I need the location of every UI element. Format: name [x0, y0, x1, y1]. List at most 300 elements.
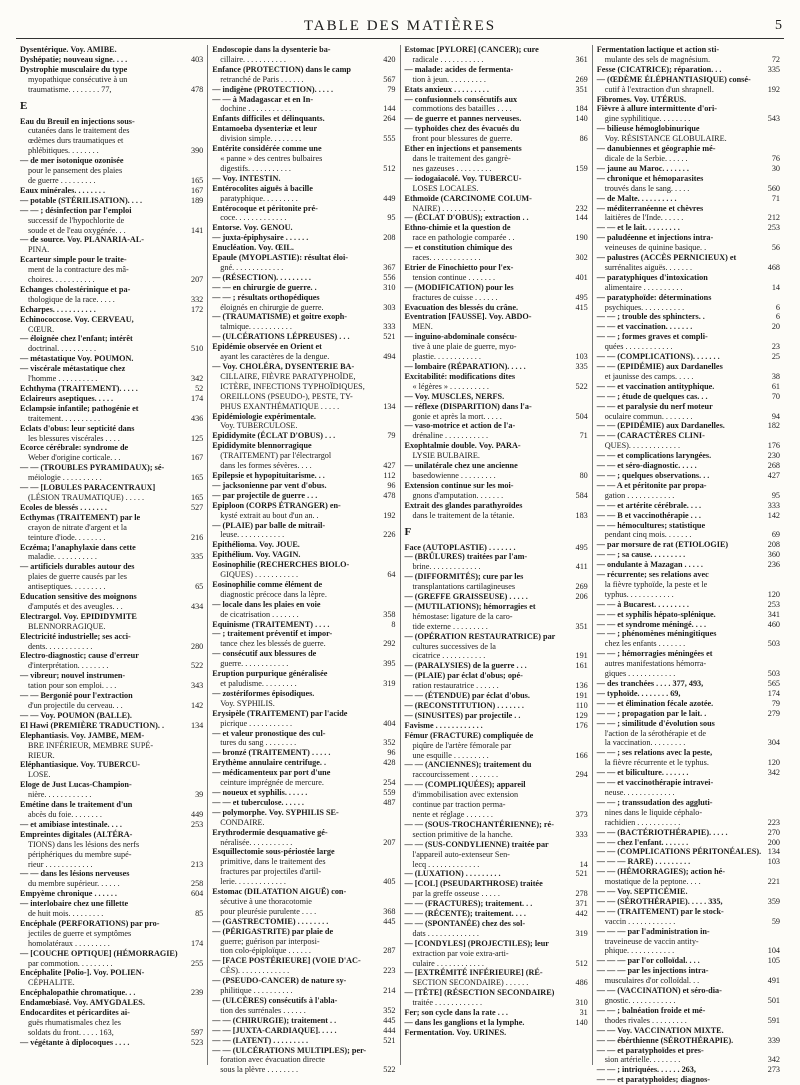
entry-text: piqûre de l'artère fémorale par: [412, 740, 512, 750]
index-entry: [212, 768, 395, 778]
index-entry: [597, 966, 780, 976]
index-entry: [212, 332, 395, 342]
index-entry: [212, 154, 395, 164]
entry-text: — typhoïde. . . . . . . . 69,: [596, 688, 681, 698]
entry-page-number: 253: [190, 819, 204, 829]
entry-text: — — ; propagation par le lait. .: [596, 708, 707, 718]
entry-page-number: 521: [383, 1035, 396, 1045]
index-entry: [212, 689, 395, 699]
index-entry: [212, 738, 395, 748]
index-entry: [212, 451, 395, 461]
entry-text: antiseptiques. . . . . . . . .: [28, 582, 106, 592]
entry-text: Ether en injections et pansements: [404, 144, 522, 154]
entry-text: — par morsure de rat (ETIOLOGIE): [596, 540, 729, 550]
entry-text: — — ; similitude d'évolution sous: [596, 718, 715, 728]
entry-text: Epiploon (CORPS ÉTRANGER) en-: [212, 500, 341, 510]
entry-text: autres manifestations hémorra-: [604, 659, 707, 669]
entry-text: — [TÊTE] (RÉSECTION SECONDAIRE): [404, 988, 555, 998]
entry-text: fractures par projectiles d'artil-: [220, 867, 322, 877]
entry-text: — (DIFFORMITÉS); cure par les: [404, 572, 524, 582]
entry-text: (LÉSION TRAUMATIQUE) . . . . .: [28, 492, 145, 502]
index-entry: [212, 1055, 395, 1065]
entry-text: — — ; transsudation des aggluti-: [596, 797, 713, 807]
entry-text: diagnostic précoce dans la lèpre.: [220, 589, 327, 599]
entry-page-number: 522: [575, 381, 588, 391]
entry-page-number: 555: [383, 134, 396, 144]
index-entry: [597, 491, 780, 501]
entry-text: Fesse (CICATRICE); réparation. . .: [596, 64, 722, 74]
entry-text: hémostase: ligature de la caro-: [412, 611, 513, 621]
entry-text: Eosinophilie comme élément de: [212, 579, 323, 589]
index-entry: [405, 471, 588, 481]
entry-text: front pour blessures de guerre.: [412, 134, 513, 144]
index-entry: [405, 124, 588, 134]
index-entry: [212, 273, 395, 283]
entry-page-number: 208: [767, 540, 780, 550]
entry-text: giques . . . . . . . . . . . .: [604, 669, 676, 679]
index-entry: [20, 820, 203, 830]
index-entry: [405, 104, 588, 114]
entry-text: — de source. Voy. PLANARIA-AL-: [20, 235, 145, 245]
entry-text: rieur . . . . . . . . . . . .: [28, 859, 93, 869]
index-entry: [212, 669, 395, 679]
entry-page-number: 69: [771, 530, 780, 540]
index-entry: [20, 543, 203, 553]
entry-text: sous la plèvre . . . . . . . .: [220, 1065, 299, 1075]
entry-text: Ecarteur simple pour le traite-: [20, 255, 127, 265]
entry-text: tures du sang . . . . . . . .: [220, 738, 297, 748]
entry-text: gnostic. . . . . . . . . . . .: [604, 996, 676, 1005]
index-entry: [212, 699, 395, 709]
entry-text: Ethmoïde (CARCINOME COLUM-: [404, 193, 532, 203]
index-entry: [212, 729, 395, 739]
index-entry: [212, 600, 395, 610]
index-entry: [597, 580, 780, 590]
entry-text: — Voy. MUSCLES, NERFS.: [404, 391, 505, 401]
entry-text: musculaires d'or colloïdal. . .: [604, 976, 700, 986]
entry-page-number: 52: [195, 384, 204, 393]
entry-text: dats . . . . . . . . . . . . .: [412, 928, 479, 938]
index-entry: [20, 632, 203, 642]
entry-page-number: 361: [575, 54, 588, 64]
entry-text: drénaline . . . . . . . . . . .: [412, 431, 488, 441]
index-entry: [20, 513, 203, 523]
entry-page-number: 273: [767, 1065, 780, 1075]
entry-text: culaire . . . . . . . . . . . .: [412, 958, 484, 968]
index-entry: [597, 194, 780, 204]
index-entry: [597, 253, 780, 263]
entry-page-number: 333: [575, 829, 588, 839]
index-entry: [212, 263, 395, 273]
index-entry: [20, 325, 203, 335]
entry-text: gné. . . . . . . . . . . . .: [220, 262, 284, 272]
entry-text: Fibromes. Voy. UTÉRUS.: [596, 94, 686, 104]
index-entry: [20, 751, 203, 761]
entry-page-number: 486: [575, 978, 588, 988]
entry-page-number: 207: [383, 837, 396, 847]
entry-text: Epidémiologie expérimentale.: [212, 411, 316, 421]
index-entry: [405, 213, 588, 223]
entry-page-number: 144: [575, 213, 588, 223]
entry-page-number: 527: [190, 502, 204, 512]
index-entry: [20, 285, 203, 295]
entry-text: — jacksonienne par vent d'obus.: [212, 480, 327, 490]
entry-text: — métastatique Voy. POUMON.: [20, 354, 134, 364]
entry-page-number: 343: [190, 681, 204, 691]
entry-text: tension continue . . . . . . .: [412, 272, 496, 282]
index-entry: [597, 669, 780, 679]
index-entry: [597, 55, 780, 65]
index-entry: [212, 986, 395, 996]
entry-text: Entérite considérée comme une: [212, 144, 322, 154]
entry-text: — (RECONSTITUTION) . . . . . . .: [404, 701, 524, 710]
entry-text: — végétante à diplocoques . . . .: [20, 1037, 130, 1047]
index-column-2: [207, 45, 399, 1075]
index-entry: [597, 788, 780, 798]
entry-text: Endoscopie dans la dysenterie ba-: [212, 45, 331, 54]
index-entry: [212, 114, 395, 124]
entry-text: Epidémie observée en Orient et: [212, 342, 322, 352]
entry-text: myopathique consécutive à un: [28, 74, 128, 84]
index-column-3: [400, 45, 592, 1065]
entry-text: traumatisme. . . . . . . . 77,: [28, 84, 112, 94]
index-entry: [20, 45, 203, 55]
index-entry: [597, 303, 780, 313]
entry-page-number: 503: [767, 639, 780, 649]
index-entry: [212, 352, 395, 362]
entry-text: races. . . . . . . . . . . . .: [412, 253, 481, 263]
entry-text: trouvés dans le sang. . . . .: [604, 183, 690, 193]
index-entry: [212, 808, 395, 818]
entry-page-number: 190: [575, 233, 588, 243]
index-entry: [20, 661, 203, 671]
index-entry: [212, 283, 395, 293]
entry-text: — — (COMPLICATIONS PÉRITONÉALES).: [596, 847, 762, 857]
index-column-4: [592, 45, 784, 1085]
entry-text: — (PÉRIGASTRITE) par plaie de: [212, 926, 334, 936]
entry-page-number: 134: [383, 401, 396, 411]
entry-text: tide externe . . . . . . . . .: [412, 621, 488, 631]
index-entry: [405, 642, 588, 652]
entry-page-number: 487: [383, 797, 396, 807]
index-entry: [212, 204, 395, 214]
entry-page-number: 302: [575, 253, 588, 263]
entry-text: — — (SOUS-TROCHANTÉRIENNE); ré-: [404, 819, 554, 829]
entry-page-number: 292: [383, 639, 396, 649]
index-entry: [212, 233, 395, 243]
index-entry: [20, 1028, 203, 1038]
entry-text: — — ; quelques observations. . .: [596, 470, 710, 480]
index-entry: [20, 166, 203, 176]
entry-page-number: 254: [383, 778, 396, 788]
entry-text: Encéphalite [Polio-]. Voy. POLIEN-: [20, 968, 145, 978]
entry-text: — (BRÛLURES) traitées par l'am-: [404, 552, 528, 562]
entry-text: — — (COMPLICATIONS). . . . . . .: [596, 352, 720, 362]
entry-text: Epithélioma. Voy. JOUE.: [212, 540, 300, 550]
index-entry: [212, 213, 395, 223]
entry-page-number: 94: [771, 411, 780, 421]
index-entry: [405, 412, 588, 422]
entry-page-number: 415: [575, 302, 588, 312]
entry-text: — — et tuberculose. . . . . .: [212, 797, 304, 807]
index-entry: [212, 570, 395, 580]
entry-page-number: 512: [575, 958, 588, 968]
index-entry: [597, 144, 780, 154]
entry-page-number: 65: [195, 582, 204, 592]
entry-text: Favisme . . . . . . . . . . . .: [404, 720, 483, 730]
entry-text: LYSIE BULBAIRE.: [412, 451, 480, 461]
index-entry: [405, 55, 588, 65]
entry-text: BLENNORRAGIQUE.: [28, 621, 106, 631]
index-entry: [597, 1075, 780, 1085]
index-entry: [405, 95, 588, 105]
index-entry: [212, 392, 395, 402]
index-entry: [20, 374, 203, 384]
index-entry: [212, 719, 395, 729]
index-entry: [597, 570, 780, 580]
index-entry: [212, 402, 395, 412]
entry-page-number: 351: [575, 84, 588, 94]
index-entry: [212, 927, 395, 937]
index-entry: [212, 550, 395, 560]
entry-text: Erythrodermie desquamative gé-: [212, 827, 328, 837]
index-entry: [597, 719, 780, 729]
index-entry: [20, 959, 203, 969]
entry-page-number: 358: [383, 609, 396, 619]
index-entry: [212, 104, 395, 114]
entry-text: ICTÈRE, INFECTIONS TYPHOÏDIQUES,: [220, 381, 365, 391]
entry-text: Endocardites et péricardites ai-: [20, 1008, 130, 1018]
entry-text: maladie. . . . . . . . . . .: [28, 552, 97, 562]
entry-page-number: 112: [383, 470, 396, 480]
entry-page-number: 183: [575, 510, 588, 520]
entry-text: — — ; résultats orthopédiques: [212, 292, 320, 302]
index-entry: [405, 830, 588, 840]
entry-text: néralisée. . . . . . . . . . .: [220, 837, 293, 847]
index-entry: [405, 701, 588, 711]
entry-text: CÉPHALITE.: [28, 978, 75, 988]
entry-text: — — (TROUBLES PYRAMIDAUX); sé-: [20, 463, 165, 473]
entry-text: CILLAIRE, FIÈVRE PARATYPHOÏDE,: [220, 371, 356, 381]
index-entry: [212, 679, 395, 689]
entry-text: rachidien . . . . . . . . . . .: [604, 817, 681, 827]
entry-text: SECTION SECONDAIRE) . . . . . .: [412, 978, 529, 988]
index-entry: [405, 879, 588, 889]
entry-page-number: 85: [195, 909, 204, 919]
entry-text: — inguino-abdominale consécu-: [404, 332, 517, 342]
entry-page-number: 95: [387, 213, 396, 223]
entry-text: LOSE.: [28, 770, 51, 780]
index-entry: [597, 778, 780, 788]
entry-text: — (LUXATION) . . . . . . . . .: [404, 869, 501, 879]
entry-page-number: 359: [767, 896, 780, 906]
index-entry: [212, 966, 395, 976]
entry-text: sion artérielle. . . . . . . .: [604, 1055, 681, 1065]
entry-text: Electricité industrielle; ses acci-: [20, 631, 131, 641]
index-entry: [212, 55, 395, 65]
index-entry: [405, 968, 588, 978]
index-entry: [212, 937, 395, 947]
entry-text: — — ; balnéation froide et mé-: [596, 1005, 706, 1015]
entry-text: — — B et vaccinothérapie . . .: [596, 510, 701, 520]
entry-page-number: 434: [190, 601, 204, 611]
entry-page-number: 444: [383, 1025, 396, 1035]
index-entry: [597, 828, 780, 838]
index-entry: [597, 441, 780, 451]
index-entry: [20, 919, 203, 929]
entry-text: (TRAITEMENT) par l'électrargol: [220, 451, 332, 461]
index-entry: [597, 887, 780, 897]
index-entry: [20, 681, 203, 691]
entry-text: la fièvre récurrente et le typhus.: [604, 758, 709, 768]
entry-text: la vaccination. . . . . . . . .: [604, 738, 686, 748]
index-entry: [597, 986, 780, 996]
entry-text: Epididymite (ÉCLAT D'OBUS) . . .: [212, 431, 336, 441]
entry-text: — confusionnels consécutifs aux: [404, 94, 518, 104]
entry-text: cutif à l'extraction d'un shrapnell.: [604, 84, 714, 94]
entry-text: — malade: acides de fermenta-: [404, 64, 514, 74]
index-entry: [597, 362, 780, 372]
entry-text: — [COUCHE OPTIQUE] (HÉMORRAGIE): [20, 948, 178, 958]
index-entry: [597, 709, 780, 719]
index-entry: [597, 798, 780, 808]
entry-page-number: 212: [767, 213, 780, 223]
entry-text: — — (TRAITEMENT) par le stock-: [596, 906, 724, 916]
entry-page-number: 141: [190, 225, 204, 235]
entry-text: Excitabilité: modifications dites: [404, 371, 516, 381]
entry-text: Elephantiasis. Voy. JAMBE, MEM-: [20, 730, 145, 740]
entry-page-number: 449: [383, 193, 396, 203]
index-entry: [20, 1008, 203, 1018]
index-entry: [212, 303, 395, 313]
index-entry: [20, 186, 203, 196]
entry-text: — polymorphe. Voy. SYPHILIS SE-: [212, 807, 339, 817]
index-entry: [405, 582, 588, 592]
index-entry: [20, 1018, 203, 1028]
index-entry: [212, 342, 395, 352]
entry-page-number: 165: [190, 473, 204, 483]
entry-text: — — — RARE) . . . . . . . . .: [596, 857, 691, 867]
entry-text: — — (RÉCENTE); traitement. . . .: [404, 909, 526, 919]
entry-page-number: 543: [767, 114, 780, 124]
index-entry: [20, 701, 203, 711]
index-entry: [212, 362, 395, 372]
entry-page-number: 142: [767, 510, 780, 520]
index-entry: [405, 342, 588, 352]
index-entry: [405, 402, 588, 412]
entry-page-number: 120: [767, 758, 780, 768]
index-entry: [212, 610, 395, 620]
entry-text: « panne » des centres bulbaires: [220, 153, 323, 163]
entry-page-number: 495: [575, 542, 588, 552]
index-entry: [20, 216, 203, 226]
entry-page-number: 192: [383, 510, 396, 520]
entry-text: thologique de la race. . . . .: [28, 294, 115, 304]
entry-page-number: 341: [767, 609, 780, 619]
entry-text: — — ; phénomènes méningitiques: [596, 629, 717, 639]
index-entry: [212, 382, 395, 392]
entry-text: commotions des batailles . . . .: [412, 104, 512, 114]
entry-page-number: 167: [190, 453, 204, 463]
index-entry: [597, 956, 780, 966]
entry-page-number: 371: [575, 899, 588, 909]
entry-text: et jaunisse des camps. . . . .: [604, 371, 694, 381]
index-entry: [597, 808, 780, 818]
index-entry: [405, 352, 588, 362]
entry-text: pendant cinq mois. . . . . . .: [604, 530, 692, 540]
index-entry: [20, 136, 203, 146]
entry-text: Empreintes digitales (ALTÉRA-: [20, 829, 133, 839]
index-entry: [597, 946, 780, 956]
index-entry: [405, 711, 588, 721]
entry-page-number: 403: [190, 54, 204, 64]
entry-text: — — (SPONTANÉE) chez des sol-: [404, 918, 526, 928]
entry-text: — typhoïdes chez des évacués du: [404, 124, 520, 134]
index-entry: [405, 164, 588, 174]
entry-page-number: 216: [190, 532, 204, 542]
index-entry: [597, 877, 780, 887]
entry-text: — — ; sa cause. . . . . . . . .: [596, 550, 686, 560]
entry-text: — — et biliculture. . . . . . .: [596, 768, 689, 778]
entry-page-number: 333: [383, 322, 396, 332]
entry-text: tion des surrénales . . . . . .: [220, 1005, 306, 1015]
index-entry: [212, 639, 395, 649]
entry-page-number: 59: [771, 916, 780, 926]
entry-text: — [CONDYLES] (PROJECTILES); leur: [404, 938, 549, 948]
index-entry: [597, 689, 780, 699]
index-entry: [405, 312, 588, 322]
entry-text: — — [JUXTA-CARDIAQUE]. . . . .: [212, 1025, 337, 1035]
index-entry: [20, 612, 203, 622]
index-entry: [212, 748, 395, 758]
index-entry: [212, 322, 395, 332]
entry-text: BRE INFÉRIEUR, MEMBRE SUPÉ-: [28, 740, 154, 750]
index-entry: [212, 867, 395, 877]
entry-text: Estomac (DILATATION AIGUË) con-: [212, 887, 347, 897]
entry-page-number: 478: [383, 490, 396, 500]
entry-text: foration avec évacuation directe: [220, 1055, 326, 1065]
index-entry: [405, 382, 588, 392]
index-entry: [405, 850, 588, 860]
entry-text: Echanges cholestérinique et pa-: [20, 284, 131, 294]
entry-text: Entamoeba dysenteriæ et leur: [212, 124, 318, 134]
entry-text: Entérocolites aiguës à bacille: [212, 183, 313, 193]
page-title: TABLE DES MATIÈRES: [303, 18, 497, 34]
entry-text: — paratyphoïde: déterminations: [596, 292, 712, 302]
entry-text: et paludisme. . . . . . . . .: [220, 679, 297, 688]
index-entry: [597, 1046, 780, 1056]
index-entry: [597, 332, 780, 342]
entry-page-number: 427: [767, 470, 780, 480]
entry-text: — — ; formes graves et compli-: [596, 332, 708, 342]
index-entry: [597, 501, 780, 511]
index-entry: [597, 511, 780, 521]
entry-text: — indigène (PROTECTION). . . . .: [212, 84, 334, 94]
page-header: [16, 18, 784, 39]
index-entry: [597, 471, 780, 481]
entry-page-number: 14: [579, 859, 588, 869]
index-entry: [20, 483, 203, 493]
entry-text: l'homme . . . . . . . . . .: [28, 374, 98, 384]
entry-text: plaies de guerre causés par les: [28, 572, 127, 582]
entry-text: — (SINUSITES) par projectile . .: [404, 710, 521, 720]
index-entry: [212, 828, 395, 838]
entry-text: homolatéraux . . . . . . . . .: [28, 938, 110, 948]
index-entry: [20, 424, 203, 434]
index-entry: [405, 144, 588, 154]
entry-text: Echthyma (TRAITEMENT). . . . .: [20, 384, 138, 393]
index-entry: [212, 65, 395, 75]
